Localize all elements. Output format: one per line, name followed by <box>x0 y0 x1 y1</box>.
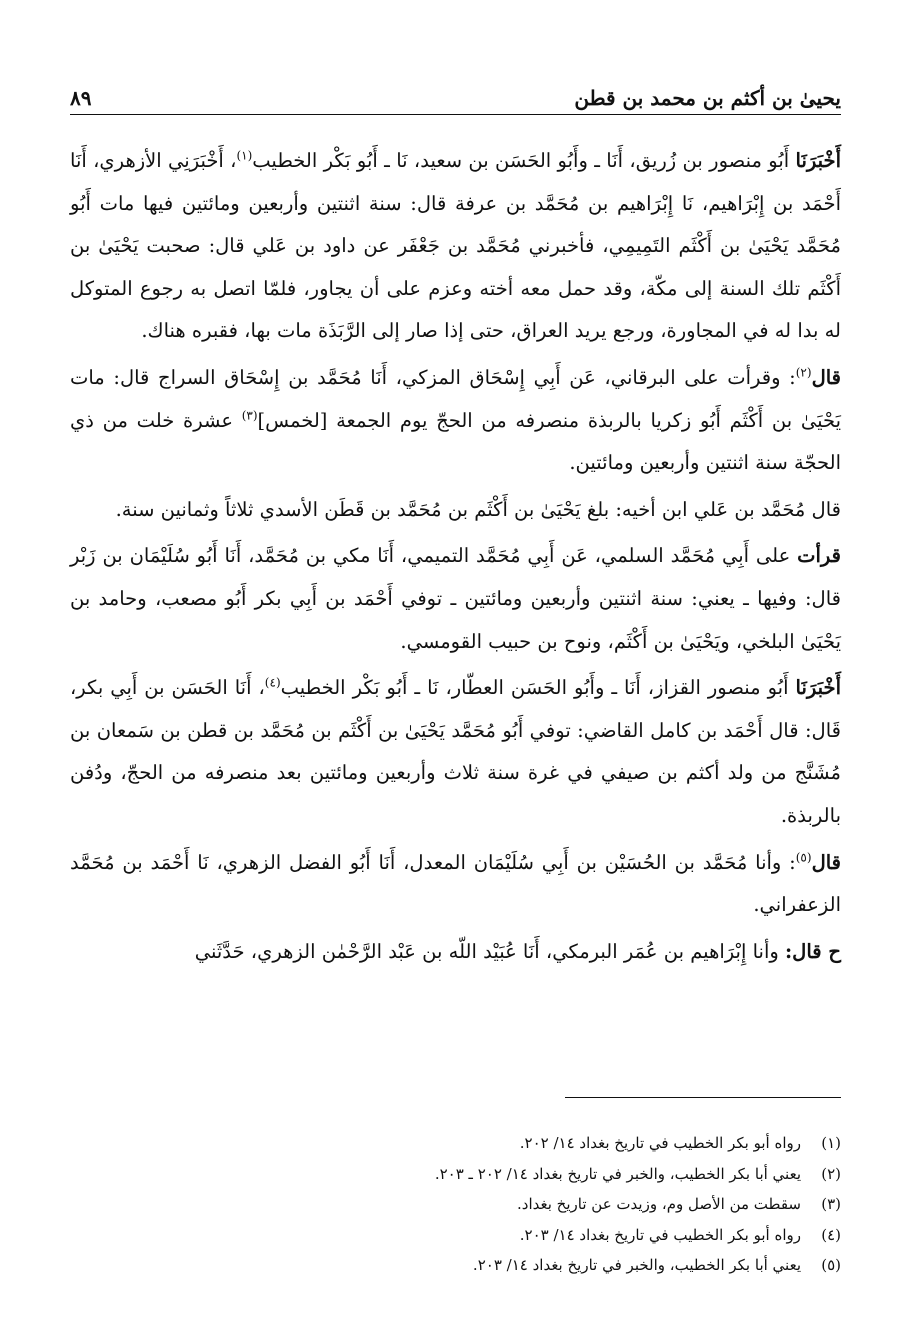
paragraph-lead: قرأت <box>797 544 841 568</box>
paragraph-text: ، أَخْبَرَنِي الأزهري، أَنَا أَحْمَد بن إِبْرَاهيم، نَا إِبْرَاهيم بن مُحَمَّد بن عرفة قال: سنة اثنتين وأربعين ومائتين فيها مات أَبُو مُحَمَّد يَحْيَىٰ بن أَكْثَم التَمِيمِي، فأخبرني مُحَمَّد بن جَعْفَر عن داود بن عَلي قال: صحبت يَحْيَىٰ بن أَكْثَم تلك السنة إلى مكّة، وقد حمل معه أخته وعزم على أن يجاور، فلمّا اتصل به رجوع المتوكل له بدا له في المجاورة، ورجع يريد العراق، حتى إذا صار إلى الرَّبَذَة مات بها، فقبره هناك. <box>70 149 841 343</box>
footnote-number: (٢) <box>821 1164 841 1183</box>
paragraph-text: قال مُحَمَّد بن عَلي ابن أخيه: بلغ يَحْيَىٰ بن أَكْثَم بن مُحَمَّد بن قَطَن الأسدي ثلاثاً وثمانين سنة. <box>115 497 841 521</box>
body-text <box>70 140 841 977</box>
paragraph-lead: قال <box>811 850 841 874</box>
paragraph-text: ، أَنَا الحَسَن بن أَبِي بكر، قَال: قال أَحْمَد بن كامل القاضي: توفي أَبُو مُحَمَّد يَحْيَىٰ بن أَكْثَم بن مُحَمَّد بن قطن بن سَمعان بن مُشَنَّج من ولد أكثم بن صيفي في غرة سنة ثلاث وأربعين ومائتين بعد منصرفه من الحجّ، ودُفن بالربذة. <box>70 676 841 827</box>
footnote <box>70 1189 841 1220</box>
footnote <box>70 1159 841 1190</box>
footnote-ref: (٤) <box>264 675 281 690</box>
paragraph <box>70 842 841 927</box>
paragraph-lead: ح قال: <box>784 939 841 963</box>
paragraph <box>70 931 841 974</box>
running-title: يحيىٰ بن أكثم بن محمد بن قطن <box>574 86 841 110</box>
paragraph-text: أَبُو منصور القزاز، أَنَا ـ وأَبُو الحَسَن العطّار، نَا ـ أَبُو بَكْر الخطيب <box>280 676 796 700</box>
paragraph-text: وأنا إِبْرَاهيم بن عُمَر البرمكي، أَنَا عُبَيْد اللّه بن عَبْد الرَّحْمٰن الزهري، حَدَّثَني <box>194 939 785 963</box>
paragraph-text: أَبُو منصور بن زُريق، أَنَا ـ وأَبُو الحَسَن بن سعيد، نَا ـ أَبُو بَكْر الخطيب <box>252 149 796 172</box>
footnote-text: سقطت من الأصل وم، وزيدت عن تاريخ بغداد. <box>517 1195 801 1213</box>
footnote-ref: (٢) <box>795 365 812 380</box>
footnote-ref: (٣) <box>241 408 258 423</box>
paragraph <box>70 140 841 353</box>
footnote-text: رواه أبو بكر الخطيب في تاريخ بغداد ١٤/ ٢٠٢. <box>519 1134 801 1152</box>
footnote-divider <box>565 1097 841 1098</box>
paragraph-text: على أَبِي مُحَمَّد السلمي، عَن أَبِي مُحَمَّد التميمي، أَنَا مكي بن مُحَمَّد، أَنَا أَبُو سُلَيْمَان بن زَبْر قال: وفيها ـ يعني: سنة اثنتين وأربعين ومائتين ـ توفي أَحْمَد بن أَبِي بكر أَبُو مصعب، وحامد بن يَحْيَىٰ البلخي، ويَحْيَىٰ بن أَكْثَم، ونوح بن حبيب القومسي. <box>70 544 841 653</box>
paragraph <box>70 357 841 485</box>
page <box>70 0 841 1343</box>
page-number: ٨٩ <box>70 86 92 110</box>
paragraph-text: : وأنا مُحَمَّد بن الحُسَيْن بن أَبِي سُلَيْمَان المعدل، أَنَا أَبُو الفضل الزهري، نَا أَحْمَد بن مُحَمَّد الزعفراني. <box>70 850 841 917</box>
paragraph-lead: أَخْبَرَنَا <box>795 149 841 172</box>
footnote-number: (٤) <box>821 1225 841 1244</box>
paragraph-text: : وقرأت على البرقاني، عَن أَبِي إِسْحَاق المزكي، أَنَا مُحَمَّد بن إِسْحَاق السراج قال: مات يَحْيَىٰ بن أَكْثَم أَبُو زكريا بالربذة منصرفه من الحجّ يوم الجمعة [لخمس] <box>70 365 841 432</box>
footnotes <box>70 1128 841 1281</box>
paragraph <box>70 489 841 532</box>
footnote-text: رواه أبو بكر الخطيب في تاريخ بغداد ١٤/ ٢٠٣. <box>519 1225 801 1244</box>
footnote-ref: (١) <box>236 148 253 163</box>
paragraph <box>70 667 841 837</box>
paragraph <box>70 535 841 663</box>
footnote <box>70 1250 841 1281</box>
footnote-number: (٣) <box>821 1195 841 1213</box>
footnote-number: (٥) <box>821 1256 841 1274</box>
footnote-text: يعني أبا بكر الخطيب، والخبر في تاريخ بغداد ١٤/ ٢٠٣. <box>472 1256 801 1274</box>
footnote <box>70 1220 841 1251</box>
paragraph-lead: أَخْبَرَنَا <box>795 676 841 700</box>
paragraph-lead: قال <box>811 365 841 389</box>
footnote <box>70 1128 841 1159</box>
footnote-ref: (٥) <box>795 850 812 864</box>
page-header <box>70 78 841 115</box>
paragraph-text: عشرة خلت من ذي الحجّة سنة اثنتين وأربعين ومائتين. <box>70 408 841 475</box>
footnote-text: يعني أبا بكر الخطيب، والخبر في تاريخ بغداد ١٤/ ٢٠٢ ـ ٢٠٣. <box>434 1164 801 1183</box>
footnote-number: (١) <box>821 1134 841 1152</box>
